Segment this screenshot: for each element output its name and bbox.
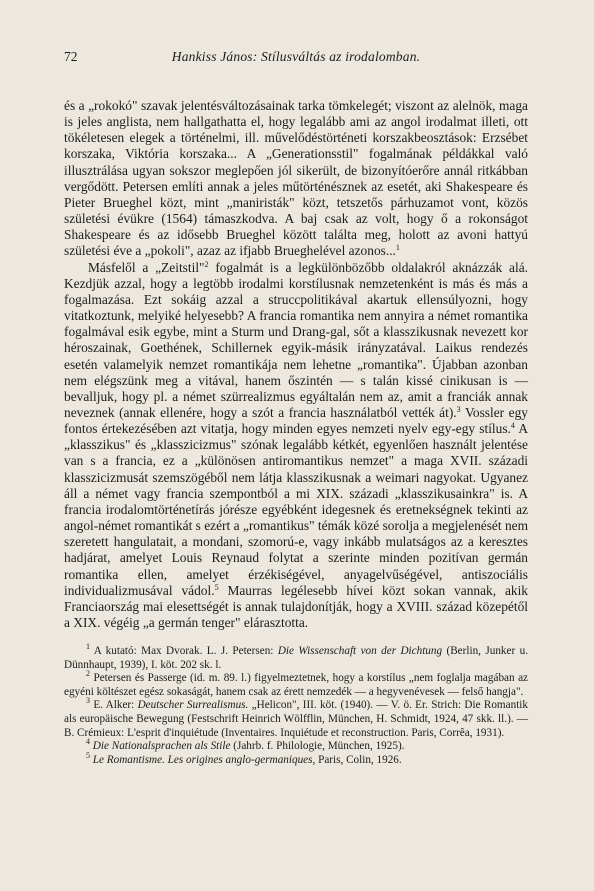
footnote-title: Deutscher Surrealismus. — [137, 699, 249, 712]
paragraph-2-text-e: Maurras legélesebb hívei közt sokan vannak, akik Franciaország mai elesettségét is annak tulajdonítják, hogy a XVIII. század közepétől a XIX. végéig „a germán tenger" elárasztotta. — [64, 582, 528, 630]
footnote-title: Die Wissenschaft von der Dichtung — [277, 645, 443, 657]
footnote-number: 5 — [86, 750, 90, 760]
paragraph-2-text-a: Másfelől a „Zeitstil" — [88, 259, 205, 275]
page-number: 72 — [64, 49, 78, 64]
body-text — [64, 98, 528, 631]
footnote-4 — [64, 737, 528, 754]
running-head: Hankiss János: Stílusváltás az irodalomban. — [171, 49, 421, 64]
paragraph-2-text-c: Vossler egy fontos értekezésében azt vitatja, hogy minden egyes nemzeti nyelv egy-egy stílus. — [64, 404, 528, 437]
footnote-1 — [64, 642, 529, 672]
footnote-ref-5: 5 — [214, 582, 219, 592]
footnote-number: 4 — [86, 737, 90, 747]
footnote-text: Petersen és Passerge (id. m. 89. l.) figyelmeztetnek, hogy a korstílus „nem foglalja magában az egyéni költészet egész sokaságát, hanem csak az érett nemzedék — a hegyvenévesek — felső hangja". — [64, 672, 529, 698]
footnote-2 — [64, 669, 529, 699]
footnote-text: A kutató: Max Dvorak. L. J. Petersen: — [93, 645, 278, 657]
footnote-ref-2: 2 — [204, 259, 209, 269]
footnote-title: Die Nationalsprachen als Stile — [92, 740, 231, 753]
footnote-ref-3: 3 — [456, 404, 461, 414]
footnote-rest: (Berlin, Junker u. Dünnhaupt, 1939), I. köt. 202 sk. l. — [64, 645, 529, 671]
paragraph-2-text-b: fogalmát is a legkülönbözőbb oldalakról aknázzák alá. Kezdjük azzal, hogy a legtöbb irodalmi korstílusnak nemzetenként is más és más a fogalmazása. Ezt sokáig azzal a struccpolitikával akartuk ellensúlyozni, hogy vitatkoztunk, melyiké helyesebb? A francia romantika nem annyira a német romantika fogalmával esik egybe, mint a Sturm und Drang-gal, sőt a klasszikusnak nevezett kor héroszainak, Goethének, Schillernek egyik-másik irányzatával. Laikus rendezés esetén valamelyik nemzet romantikája nem lehetne „romantika". Újabban azonban nem elégszünk meg a vitával, hanem őszintén — s talán kissé cinikusan is — bevalljuk, hogy pl. a német szürrealizmus egyáltalán nem az, amit a franciák annak neveznek (annak ellenére, hogy a szót a francia használatból vették át). — [64, 259, 528, 420]
footnote-ref-4: 4 — [510, 421, 515, 431]
footnote-rest: (Jahrb. f. Philologie, München, 1925). — [230, 740, 405, 753]
footnote-rest: Paris, Colin, 1926. — [315, 753, 402, 766]
footnote-rest: „Helicon", III. köt. (1940). — V. ö. Er. Strich: Die Romantik als europäische Bewegung (Festschrift Heinrich Wölfflin, München, H. Schmidt, 1924, 47 skk. ll.). — B. Crémieux: L'esprit d'inquiétude (Inventaires. Inquiétude et reconstruction. Paris, Corrêa, 1931). — [64, 699, 529, 739]
footnote-text: E. Alker: — [93, 699, 138, 712]
paragraph-2-text-d: A „klasszikus" és „klasszicizmus" szónak legalább kétkét, egyenlően használt jelentése van s a francia, ez a „különösen antiromantikus nemzet" a maga XVII. századi klasszicizmusát szemszögéből nem látja klasszikusnak a weimari nagyokat. Ugyanez áll a német vagy francia szempontból a mi XIX. századi „klasszikusainkra" is. A francia irodalomtörténetírás jórésze egyébként idegesnek és eretnekségnek tekinti az angol-német romantikát s ezért a „romantikus" témák közé sorolja a megjelenését nem szeretett hangulatait, a mondani, szomorú-e, vagy inkább mulatságos az a keresztes hadjárat, amelyet Louis Reynaud folytat a szerinte minden pozitívan germán romantika ellen, amelyet érzékiségével, anyagelvűségével, antiszociális individualizmusával vádol. — [64, 421, 528, 598]
footnotes — [64, 642, 529, 767]
footnote-3 — [64, 696, 529, 740]
page-header — [64, 49, 528, 71]
footnote-5 — [64, 750, 528, 768]
paragraph-1 — [64, 98, 528, 260]
paragraph-1-text: és a „rokokó" szavak jelentésváltozásainak tarka tömkelegét; viszont az alelnök, maga is jeles anglista, nem hallgathatta el, hogy legalább ami az angol irodalmat illeti, ott tökéletesen elegek a történelmi, ill. művelődéstörténeti korszakbeosztások: Erzsébet korszaka, Viktória korszaka... A „Generationsstil" fogalmának példákkal való illusztrálása ugyan sokszor meglepően jól sikerült, de bizonyítóerőre annál ritkábban vergődött. Petersen említi annak a jeles műtörténésznek az esetét, aki Shakespeare és Pieter Brueghel közt, mint „maniristák" közt, tetszetős párhuzamot vont, közös születési évükre (1564) támaszkodva. A baj csak az volt, hogy ő a rokonságot Shakespeare és az idősebb Brueghel között találta meg, holott az avoni hattyú születési éve a „pokoli", azaz az ifjabb Brueghelével azonos... — [64, 98, 528, 259]
footnote-ref-1: 1 — [395, 243, 400, 253]
footnote-title: Le Romantisme. Les origines anglo-germaniques, — [92, 753, 316, 766]
paragraph-2 — [64, 260, 528, 632]
footnote-number: 3 — [86, 696, 90, 706]
footnote-number: 2 — [86, 669, 90, 679]
footnote-number: 1 — [86, 642, 90, 651]
